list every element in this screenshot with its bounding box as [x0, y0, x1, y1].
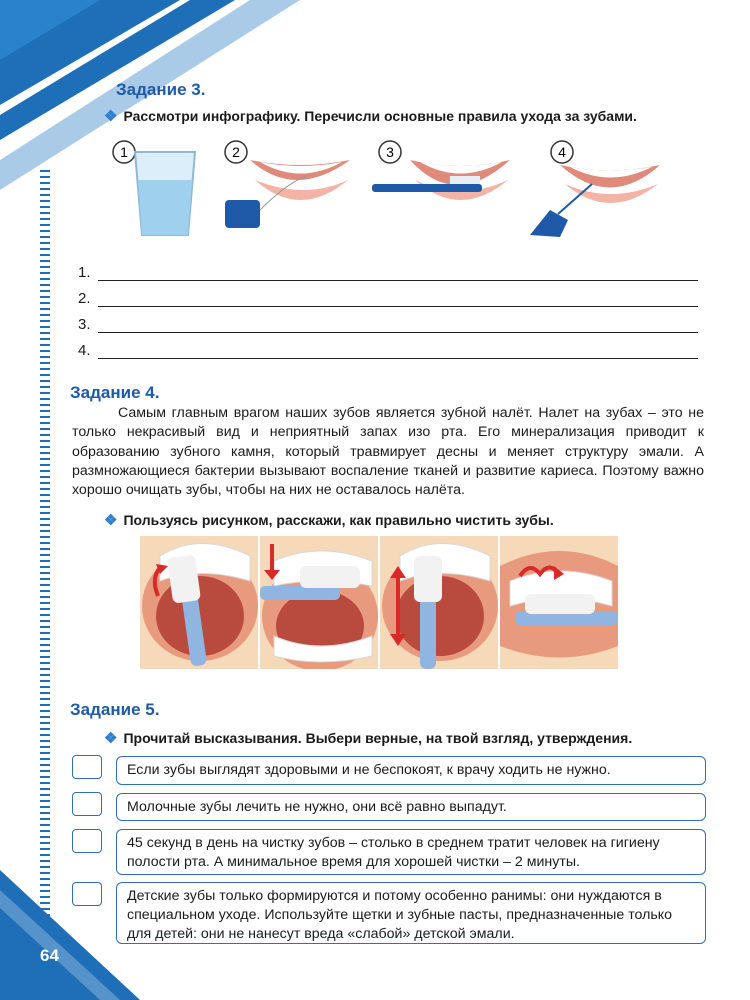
task4-paragraph: Самым главным врагом наших зубов является зубной налёт. Налет на зубах – это не только некрасивый вид и неприятный запах изо рта. Его минерализация приводит к образованию зубного камня, который травмирует десны и меняет структуру эмали. А размножающиеся бактерии вызывают воспаление тканей и развитие кариеса. Поэтому важно хорошо очищать зубы, чтобы на них не оставалось налёта.: [72, 405, 704, 499]
task4-title: Задание 4.: [70, 383, 160, 402]
answer-line[interactable]: 4.: [78, 333, 698, 359]
task3-title: Задание 3.: [116, 80, 206, 99]
task3-instruction: Рассмотри инфографику. Перечисли основные правила ухода за зубами.: [123, 108, 637, 124]
statement-checkbox[interactable]: [72, 882, 102, 906]
step-4-irrigator-icon: [530, 141, 660, 237]
statement-text: Молочные зубы лечить не нужно, они всё равно выпадут.: [116, 793, 706, 821]
step-number-4: 4: [558, 144, 566, 160]
answer-line[interactable]: 1.: [78, 255, 698, 281]
step-number-3: 3: [386, 144, 394, 160]
task5-instruction: Прочитай высказывания. Выбери верные, на твой взгляд, утверждения.: [123, 730, 633, 746]
step-3-toothbrush-icon: [372, 141, 510, 200]
statement-text: Детские зубы только формируются и потому особенно ранимы: они нуждаются в специальном уходе. Используйте щетки и зубные пасты, предназначенные только для детей: они не нанесут вреда «слабой» детской эмали.: [116, 882, 706, 944]
task5-title: Задание 5.: [70, 700, 160, 719]
answer-line[interactable]: 2.: [78, 281, 698, 307]
brushing-panel-2: [260, 536, 378, 669]
task5-instruction-line: [104, 729, 632, 747]
statement-checkbox[interactable]: [72, 829, 102, 853]
step-1-glass-icon: [113, 141, 195, 235]
statement-checkbox[interactable]: [72, 755, 102, 779]
answer-line[interactable]: 3.: [78, 307, 698, 333]
task3-answer-lines: [78, 255, 698, 359]
diamond-bullet-icon: ❖: [104, 108, 118, 125]
brushing-technique-illustration: [140, 536, 618, 669]
diamond-bullet-icon: ❖: [104, 512, 118, 529]
step-number-1: 1: [120, 144, 128, 160]
teeth-care-infographic: [110, 140, 670, 240]
page-spine-decoration: [40, 170, 50, 930]
brushing-panel-1: [140, 536, 258, 669]
task3-instruction-line: [104, 107, 637, 125]
task4-instruction-line: [104, 511, 554, 529]
page-number: 64: [40, 946, 59, 965]
statement-checkbox[interactable]: [72, 792, 102, 816]
task4-instruction: Пользуясь рисунком, расскажи, как правильно чистить зубы.: [123, 512, 554, 528]
brushing-panel-4: [500, 536, 618, 669]
diamond-bullet-icon: ❖: [104, 730, 118, 747]
statement-text: Если зубы выглядят здоровыми и не беспокоят, к врачу ходить не нужно.: [116, 756, 706, 785]
statement-text: 45 секунд в день на чистку зубов – столько в среднем тратит человек на гигиену полости рта. А минимальное время для хорошей чистки – 2 минуты.: [116, 829, 706, 875]
step-number-2: 2: [232, 144, 240, 160]
step-2-floss-icon: [225, 141, 350, 228]
brushing-panel-3: [380, 536, 498, 669]
